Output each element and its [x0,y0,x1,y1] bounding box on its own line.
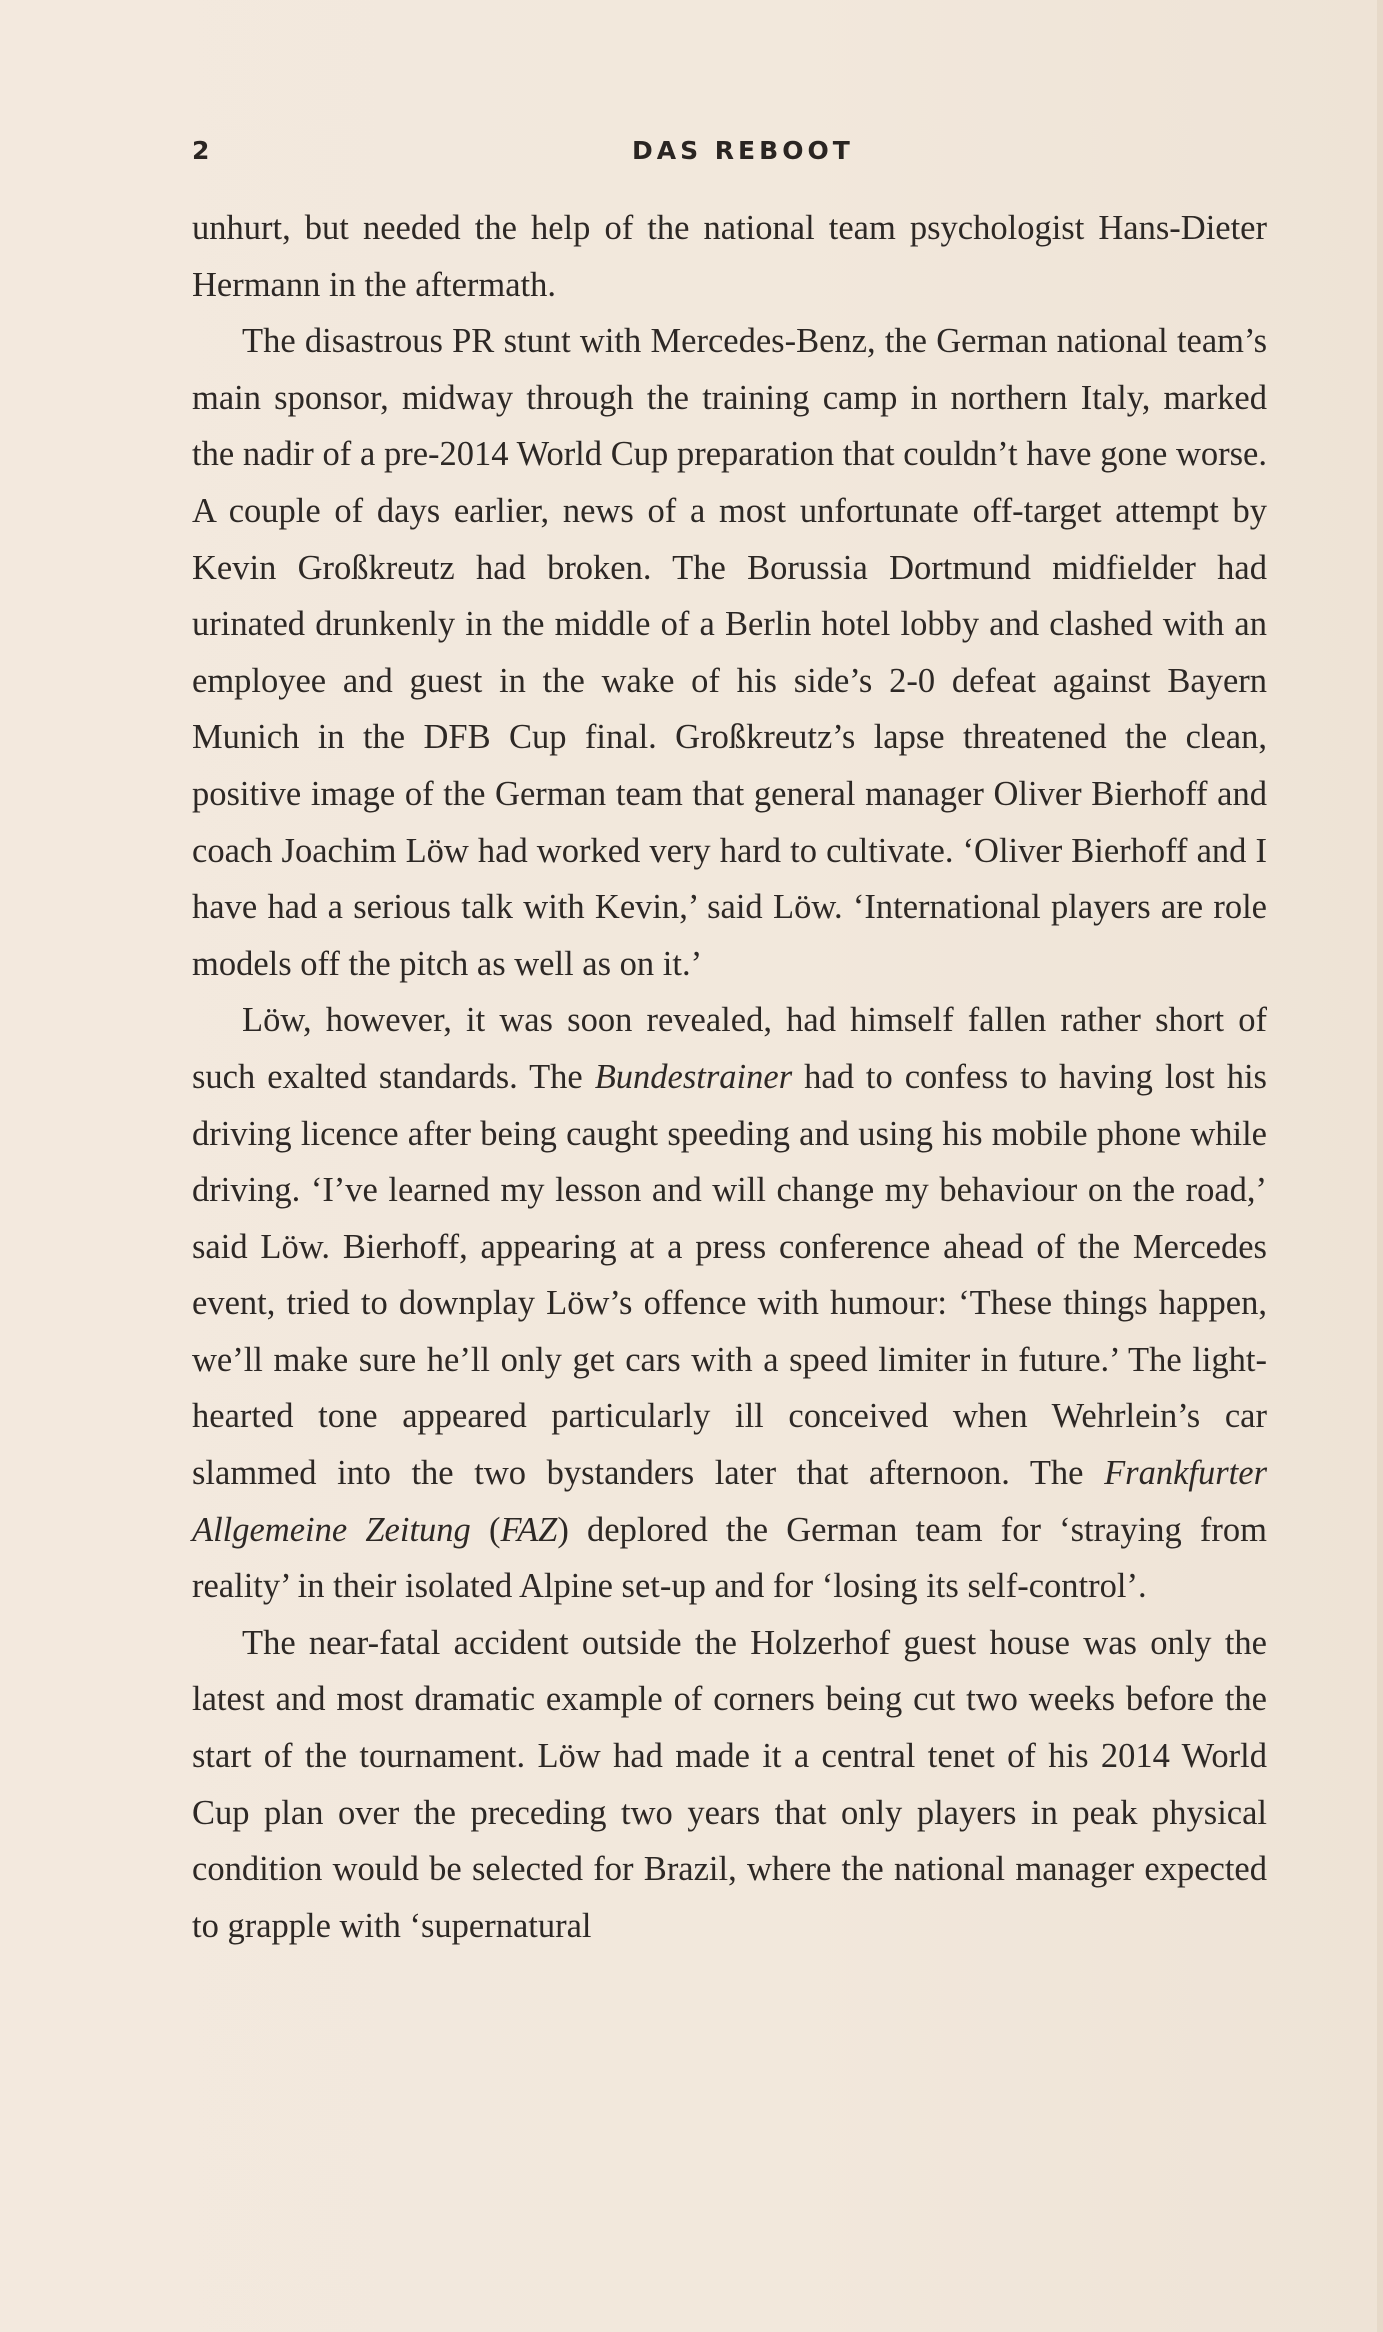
text-run: had to confess to having lost his driving licence after being caught speeding and using his mobile phone while driving. ‘I’ve learned my lesson and will change my behaviour on the road,’ said Löw. Bierhoff, appearing at a press conference ahead of the Mercedes event, tried to downplay Löw’s offence with humour: ‘These things happen, we’ll make sure he’ll only get cars with a speed limiter in future.’ The light-hearted tone appeared particularly ill conceived when Wehrlein’s car slammed into the two bystanders later that afternoon. The [192,1057,1267,1493]
paragraph-2 [192,313,1267,992]
italic-title-faz: Frankfurter Allgemeine Zeitung [192,1454,1267,1549]
italic-abbrev-faz: FAZ [500,1510,558,1549]
page-edge [1377,0,1383,2332]
text-run: ) deplored the German team for ‘straying from reality’ in their isolated Alpine set-up and for ‘losing its self-control’. [192,1510,1267,1606]
body-text [192,200,1267,1954]
paragraph-3 [192,992,1267,1615]
paragraph-1 [192,200,1267,313]
paragraph-4 [192,1615,1267,1955]
text-run: The disastrous PR stunt with Mercedes-Benz, the German national team’s main sponsor, midway through the training camp in northern Italy, marked the nadir of a pre-2014 World Cup preparation that couldn’t have gone worse. A couple of days earlier, news of a most unfortunate off-target attempt by Kevin Großkreutz had broken. The Borussia Dortmund midfielder had urinated drunkenly in the middle of a Berlin hotel lobby and clashed with an employee and guest in the wake of his side’s 2-0 defeat against Bayern Munich in the DFB Cup final. Großkreutz’s lapse threatened the clean, positive image of the German team that general manager Oliver Bierhoff and coach Joachim Löw had worked very hard to cultivate. ‘Oliver Bierhoff and I have had a serious talk with Kevin,’ said Löw. ‘International players are role models off the pitch as well as on it.’ [192,322,1267,983]
book-title: DAS REBOOT [632,136,854,165]
text-run: The near-fatal accident outside the Holzerhof guest house was only the latest and most dramatic example of corners being cut two weeks before the start of the tournament. Löw had made it a central tenet of his 2014 World Cup plan over the preceding two years that only players in peak physical condition would be selected for Brazil, where the national manager expected to grapple with ‘supernatural [192,1623,1267,1945]
page-number: 2 [192,136,214,165]
text-run: Löw, however, it was soon revealed, had himself fallen rather short of such exalted standards. The [192,1001,1267,1096]
italic-term-bundestrainer: Bundestrainer [594,1057,793,1096]
text-run: unhurt, but needed the help of the national team psychologist Hans-Dieter Hermann in the aftermath. [192,209,1267,304]
text-run: ( [470,1510,501,1549]
running-head [192,132,1267,172]
